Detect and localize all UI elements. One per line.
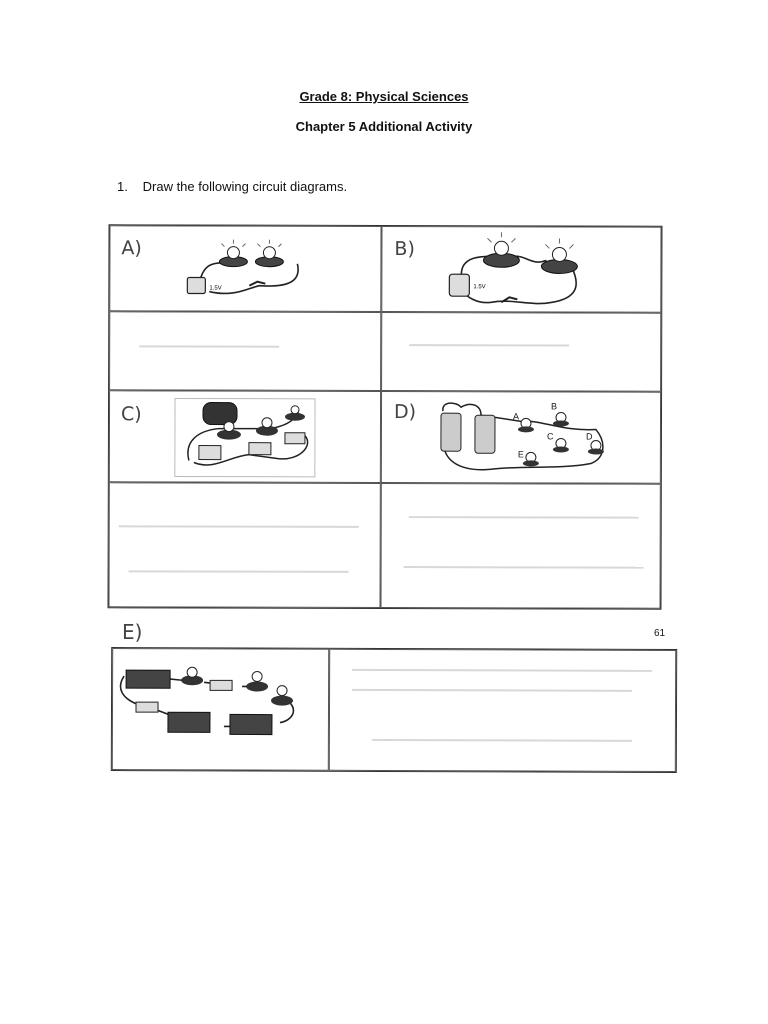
question-number: 1. <box>117 179 128 194</box>
label-c: C) <box>120 403 142 426</box>
document-subtitle: Chapter 5 Additional Activity <box>295 119 473 134</box>
svg-text:A: A <box>512 411 520 422</box>
svg-text:E: E <box>517 449 524 460</box>
page-number: 61 <box>654 628 666 639</box>
svg-text:1.5V: 1.5V <box>209 285 222 292</box>
cell-b-answer <box>381 312 661 392</box>
circuit-c <box>109 390 381 483</box>
circuit-b <box>381 226 661 313</box>
cell-c-answer <box>109 482 381 608</box>
svg-text:1.5V: 1.5V <box>473 284 486 291</box>
question-text: Draw the following circuit diagrams. <box>142 179 348 194</box>
circuit-e <box>112 648 329 771</box>
svg-text:D: D <box>585 431 593 442</box>
cell-e-answer <box>329 649 676 772</box>
diagram-grid-upper <box>107 224 662 609</box>
cell-d-answer <box>380 483 660 609</box>
circuit-d <box>381 391 661 484</box>
document-title: Grade 8: Physical Sciences <box>299 89 469 104</box>
label-d: D) <box>393 401 417 424</box>
label-e: E) <box>122 620 143 644</box>
circuit-a <box>109 225 381 312</box>
svg-text:B: B <box>551 401 558 412</box>
question-1 <box>117 179 347 194</box>
label-b: B) <box>394 238 415 261</box>
cell-a-answer <box>109 311 381 391</box>
svg-text:C: C <box>546 431 554 442</box>
label-a: A) <box>121 237 142 260</box>
diagram-grid-lower <box>111 647 677 773</box>
